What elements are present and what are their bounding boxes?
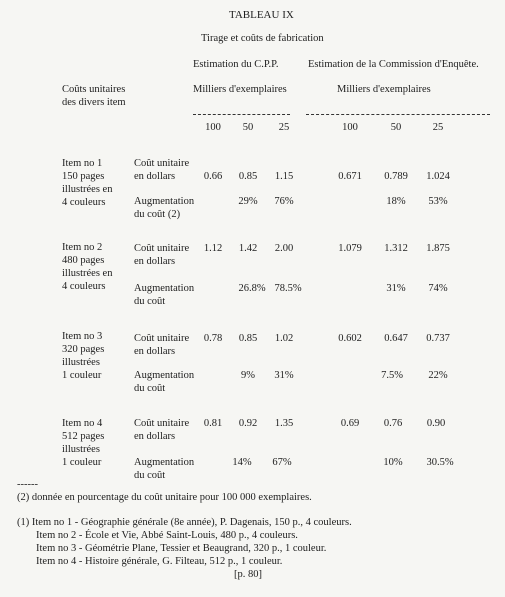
item-3-aug-label-2: du coût [134, 383, 166, 394]
item-3-cpp-50: 0.85 [238, 333, 258, 344]
item-4-cpp-50: 0.92 [238, 418, 258, 429]
item-1-cpp-aug-50: 29% [238, 196, 258, 207]
item-4-cout-label-1: Coût unitaire [134, 418, 190, 429]
item-1-com-25: 1.024 [426, 171, 450, 182]
item-4-aug-label-2: du coût [134, 470, 166, 481]
footnote-1-line-4: Item no 4 - Histoire générale, G. Filteau, 512 p., 1 couleur. [36, 556, 283, 567]
item-2-cout-label-2: en dollars [134, 256, 176, 267]
item-4-com-50: 0.76 [383, 418, 403, 429]
item-3-com-aug-50: 7.5% [381, 370, 403, 381]
footnote-1-line-2: Item no 2 - École et Vie, Abbé Saint-Louis, 480 p., 4 couleurs. [36, 530, 298, 541]
item-4-cout-label-2: en dollars [134, 431, 176, 442]
item-2-cpp-25: 2.00 [274, 243, 294, 254]
item-3-desc-3: illustrées [62, 357, 100, 368]
item-2-com-aug-50: 31% [386, 283, 406, 294]
footnote-1-line-3: Item no 3 - Géométrie Plane, Tessier et Beaugrand, 320 p., 1 couleur. [36, 543, 327, 554]
item-4-aug-label-1: Augmentation [134, 457, 195, 468]
item-4-cpp-25: 1.35 [274, 418, 294, 429]
item-2-desc-2: 480 pages [62, 255, 105, 266]
item-3-aug-label-1: Augmentation [134, 370, 195, 381]
item-2-com-aug-25: 74% [428, 283, 448, 294]
item-1-aug-label-1: Augmentation [134, 196, 195, 207]
milliers-commission: Milliers d'exemplaires [337, 84, 431, 95]
item-2-aug-label-2: du coût [134, 296, 166, 307]
item-1-desc-1: Item no 1 [62, 158, 103, 169]
item-1-cpp-50: 0.85 [238, 171, 258, 182]
item-2-cout-label-1: Coût unitaire [134, 243, 190, 254]
dashed-rule-commission [306, 114, 490, 115]
estimation-cpp-header: Estimation du C.P.P. [193, 59, 279, 70]
item-2-desc-4: 4 couleurs [62, 281, 106, 292]
item-4-cpp-100: 0.81 [203, 418, 223, 429]
footnote-separator: ------ [17, 479, 38, 490]
item-4-com-aug-50: 10% [383, 457, 403, 468]
table-title: TABLEAU IX [229, 9, 294, 21]
item-3-cout-label-1: Coût unitaire [134, 333, 190, 344]
item-1-aug-label-2: du coût (2) [134, 209, 181, 220]
item-4-com-100: 0.69 [340, 418, 360, 429]
item-2-desc-3: illustrées en [62, 268, 113, 279]
item-2-cpp-100: 1.12 [203, 243, 223, 254]
table-subtitle: Tirage et coûts de fabrication [201, 33, 324, 44]
item-1-com-50: 0.789 [384, 171, 408, 182]
item-3-cpp-100: 0.78 [203, 333, 223, 344]
item-3-cpp-25: 1.02 [274, 333, 294, 344]
item-3-com-100: 0.602 [338, 333, 362, 344]
item-2-desc-1: Item no 2 [62, 242, 103, 253]
col-cpp-25: 25 [278, 122, 290, 133]
item-3-desc-2: 320 pages [62, 344, 105, 355]
col-com-25: 25 [432, 122, 444, 133]
item-2-cpp-aug-25: 78.5% [274, 283, 302, 294]
estimation-commission-header: Estimation de la Commission d'Enquête. [308, 59, 479, 70]
item-4-desc-2: 512 pages [62, 431, 105, 442]
item-4-desc-1: Item no 4 [62, 418, 103, 429]
footnote-1-line-1: (1) Item no 1 - Géographie générale (8e année), P. Dagenais, 150 p., 4 couleurs. [17, 517, 352, 528]
col-cpp-50: 50 [242, 122, 254, 133]
item-2-com-100: 1.079 [338, 243, 362, 254]
page-reference: [p. 80] [234, 569, 262, 580]
item-1-cout-label-1: Coût unitaire [134, 158, 190, 169]
dashed-rule-cpp [193, 114, 290, 115]
milliers-cpp: Milliers d'exemplaires [193, 84, 287, 95]
item-3-com-50: 0.647 [384, 333, 408, 344]
item-1-cpp-aug-25: 76% [274, 196, 294, 207]
item-3-com-25: 0.737 [426, 333, 450, 344]
item-4-com-aug-25: 30.5% [426, 457, 454, 468]
item-2-cpp-aug-50: 26.8% [238, 283, 266, 294]
item-3-desc-4: 1 couleur [62, 370, 102, 381]
item-3-cout-label-2: en dollars [134, 346, 176, 357]
item-1-com-100: 0.671 [338, 171, 362, 182]
item-1-com-aug-50: 18% [386, 196, 406, 207]
item-4-desc-4: 1 couleur [62, 457, 102, 468]
item-1-desc-4: 4 couleurs [62, 197, 106, 208]
row-header-line-2: des divers item [62, 97, 126, 108]
row-header-line-1: Coûts unitaires [62, 84, 126, 95]
item-3-cpp-aug-25: 31% [274, 370, 294, 381]
item-2-cpp-50: 1.42 [238, 243, 258, 254]
item-1-com-aug-25: 53% [428, 196, 448, 207]
col-cpp-100: 100 [205, 122, 221, 133]
item-1-cpp-25: 1.15 [274, 171, 294, 182]
item-2-com-50: 1.312 [384, 243, 408, 254]
col-com-100: 100 [342, 122, 358, 133]
item-1-desc-2: 150 pages [62, 171, 105, 182]
item-4-cpp-aug-25: 67% [272, 457, 292, 468]
item-1-cpp-100: 0.66 [203, 171, 223, 182]
item-4-cpp-aug-50: 14% [232, 457, 252, 468]
item-1-desc-3: illustrées en [62, 184, 113, 195]
footnote-2: (2) donnée en pourcentage du coût unitaire pour 100 000 exemplaires. [17, 492, 312, 503]
item-3-cpp-aug-50: 9% [241, 370, 255, 381]
item-2-aug-label-1: Augmentation [134, 283, 195, 294]
col-com-50: 50 [390, 122, 402, 133]
item-4-com-25: 0.90 [426, 418, 446, 429]
item-3-com-aug-25: 22% [428, 370, 448, 381]
item-2-com-25: 1.875 [426, 243, 450, 254]
item-1-cout-label-2: en dollars [134, 171, 176, 182]
item-4-desc-3: illustrées [62, 444, 100, 455]
item-3-desc-1: Item no 3 [62, 331, 103, 342]
